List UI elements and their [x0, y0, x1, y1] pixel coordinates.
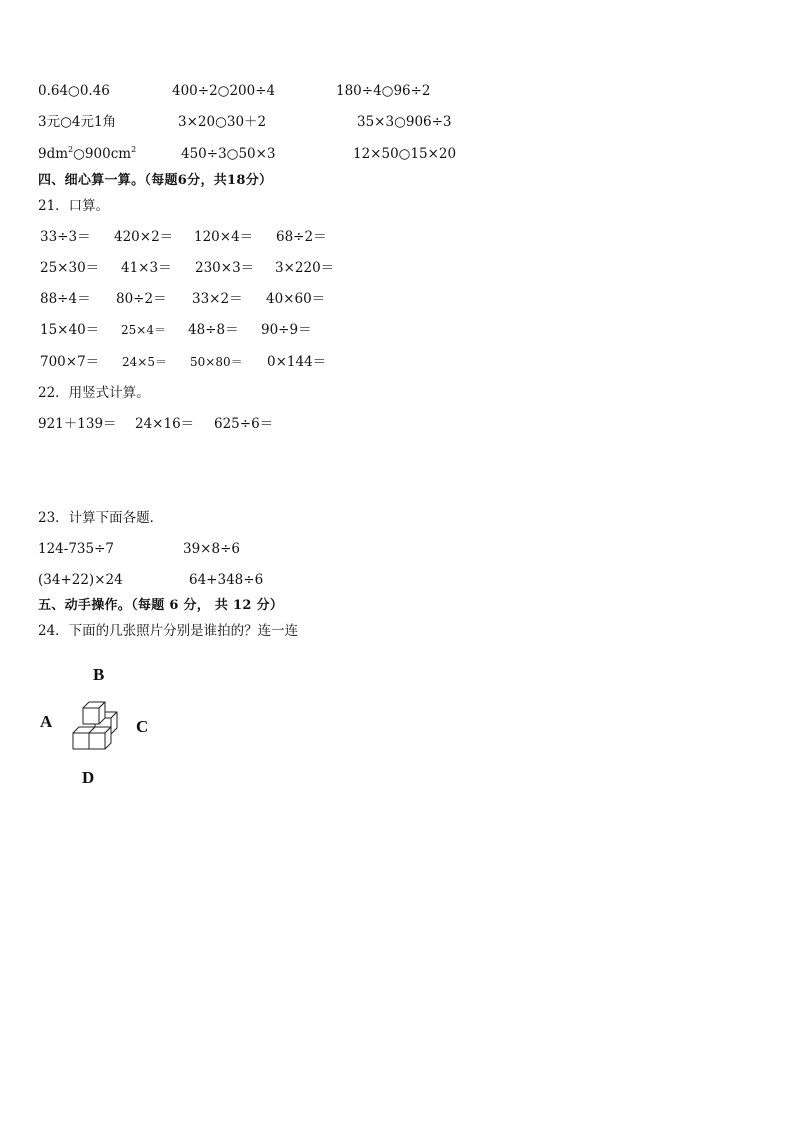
- oral-calc-item: 33÷3＝: [40, 229, 91, 245]
- figure-label-right: C: [136, 717, 149, 736]
- compare-item: 450÷3○50×3: [181, 146, 276, 162]
- section-title: 五、动手操作。（每题 6 分， 共 12 分）: [38, 598, 284, 613]
- compare-item: 400÷2○200÷4: [172, 83, 276, 99]
- oral-calc-item: 700×7＝: [40, 354, 100, 370]
- oral-calc-item: 68÷2＝: [276, 229, 327, 245]
- oral-calc-item: 3×220＝: [275, 260, 335, 276]
- compare-item: 35×3○906÷3: [357, 114, 452, 130]
- oral-calc-item: 41×3＝: [121, 260, 172, 276]
- vertical-calc-item: 24×16＝: [135, 416, 195, 432]
- vertical-calc-item: 921＋139＝: [38, 416, 117, 432]
- figure-label-bottom: D: [82, 768, 95, 787]
- oral-calc-item: 25×4＝: [121, 323, 166, 337]
- figure-label-left: A: [40, 712, 53, 731]
- oral-calc-item: 88÷4＝: [40, 291, 91, 307]
- compare-item: 3×20○30＋2: [178, 114, 267, 130]
- oral-calc-item: 50×80＝: [190, 355, 243, 369]
- oral-calc-item: 24×5＝: [122, 355, 167, 369]
- question-label: 23．计算下面各题．: [38, 510, 164, 526]
- oral-calc-item: 80÷2＝: [116, 291, 167, 307]
- compute-item: (34+22)×24: [38, 572, 123, 588]
- section-title: 四、细心算一算。（每题6分，共18分）: [38, 173, 273, 188]
- oral-calc-item: 33×2＝: [192, 291, 243, 307]
- oral-calc-item: 230×3＝: [195, 260, 255, 276]
- oral-calc-item: 48÷8＝: [188, 322, 239, 338]
- question-label: 22．用竖式计算。: [38, 385, 150, 401]
- compute-item: 124-735÷7: [38, 541, 114, 557]
- compare-item-area: $9dm^2○900cm^2$: [38, 145, 137, 162]
- oral-calc-item: 25×30＝: [40, 260, 100, 276]
- compare-item: 3元○4元1角: [38, 114, 117, 130]
- question-label: 24．下面的几张照片分别是谁拍的？连一连: [38, 623, 299, 639]
- compute-item: 39×8÷6: [183, 541, 240, 557]
- figure-label-top: B: [93, 665, 105, 684]
- question-label: 21．口算。: [38, 198, 110, 214]
- oral-calc-item: 120×4＝: [194, 229, 254, 245]
- compare-item: 0.64○0.46: [38, 83, 110, 99]
- oral-calc-item: 0×144＝: [267, 354, 327, 370]
- oral-calc-item: 420×2＝: [114, 229, 174, 245]
- compute-item: 64+348÷6: [189, 572, 264, 588]
- vertical-calc-item: 625÷6＝: [214, 416, 274, 432]
- oral-calc-item: 15×40＝: [40, 322, 100, 338]
- oral-calc-item: 90÷9＝: [261, 322, 312, 338]
- compare-item: 12×50○15×20: [353, 146, 457, 162]
- cube-stack-figure: [68, 696, 124, 754]
- compare-item: 180÷4○96÷2: [336, 83, 431, 99]
- oral-calc-item: 40×60＝: [266, 291, 326, 307]
